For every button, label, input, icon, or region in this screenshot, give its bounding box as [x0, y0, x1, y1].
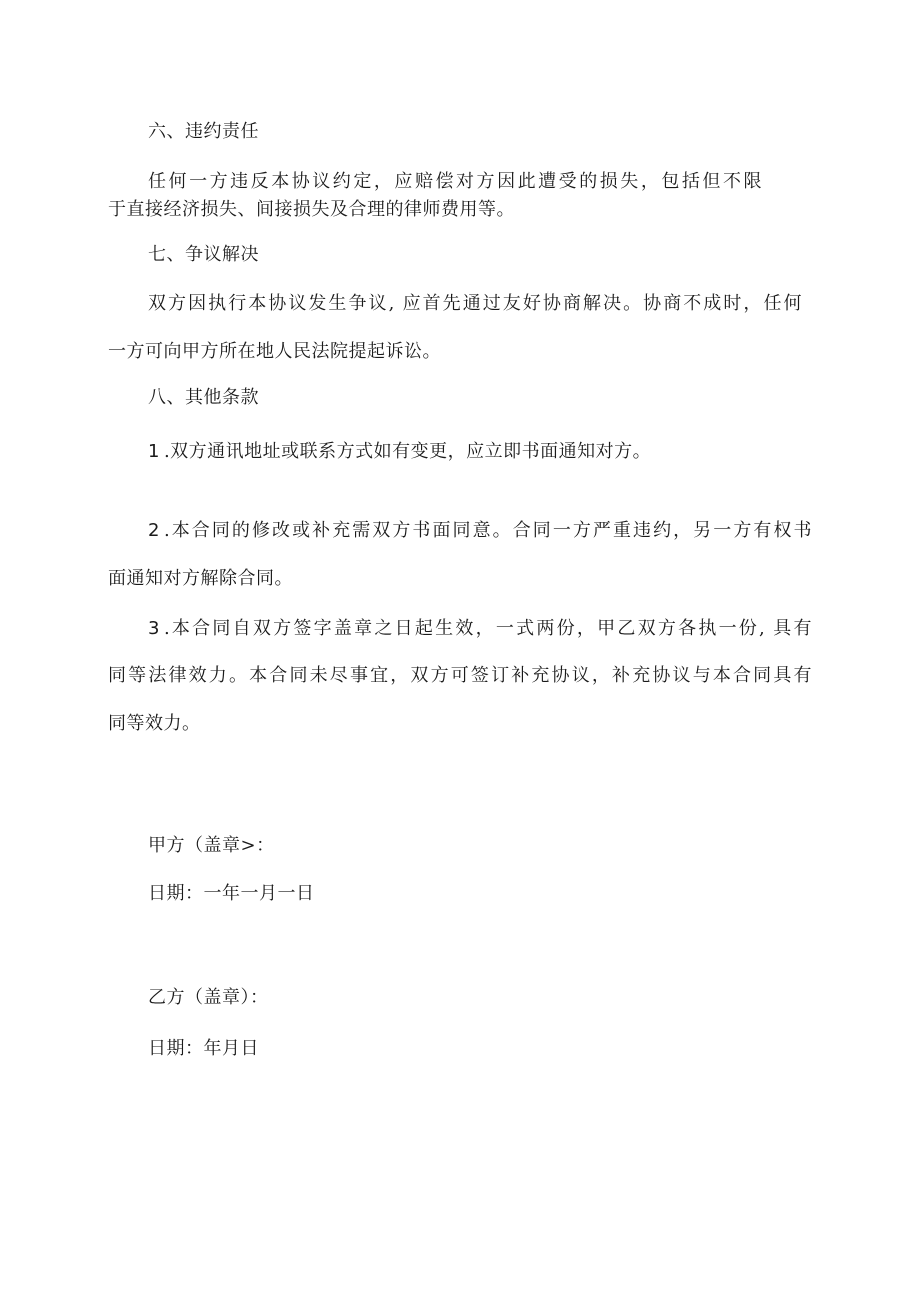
section-heading-dispute: 七、争议解决 — [148, 244, 259, 265]
clause-item-2-line-2: 面通知对方解除合同。 — [108, 568, 293, 589]
party-b-date: 日期：年月日 — [148, 1038, 259, 1059]
breach-paragraph-line-1: 任何一方违反本协议约定，应赔偿对方因此遭受的损失，包括但不限 — [148, 171, 762, 192]
clause-item-3-line-2: 同等法律效力。本合同未尽事宜，双方可签订补充协议，补充协议与本合同具有 — [108, 665, 812, 686]
clause-item-3-line-3: 同等效力。 — [108, 713, 201, 734]
clause-text: .双方通讯地址或联系方式如有变更，应立即书面通知对方。 — [163, 441, 652, 462]
clause-item-1 — [148, 440, 651, 464]
clause-number: 3 — [148, 618, 160, 639]
breach-paragraph-line-2: 于直接经济损失、间接损失及合理的律师费用等。 — [108, 199, 515, 220]
party-b-seal-label: 乙方（盖章）： — [148, 987, 269, 1008]
clause-number: 2 — [148, 520, 160, 541]
party-a-seal-label: 甲方（盖章>： — [148, 835, 275, 856]
clause-number: 1 — [148, 441, 160, 462]
section-heading-other: 八、其他条款 — [148, 387, 259, 408]
clause-text: .本合同的修改或补充需双方书面同意。合同一方严重违约，另一方有权书 — [163, 520, 812, 541]
party-a-date: 日期：一年一月一日 — [148, 883, 315, 904]
section-heading-breach: 六、违约责任 — [148, 121, 259, 142]
clause-item-3-line-1 — [148, 617, 812, 641]
clause-item-2-line-1 — [148, 519, 812, 543]
clause-text: .本合同自双方签字盖章之日起生效，一式两份，甲乙双方各执一份, 具有 — [163, 618, 812, 639]
dispute-paragraph-line-2: 一方可向甲方所在地人民法院提起诉讼。 — [108, 341, 441, 362]
dispute-paragraph-line-1: 双方因执行本协议发生争议, 应首先通过友好协商解决。协商不成时，任何 — [148, 293, 802, 314]
